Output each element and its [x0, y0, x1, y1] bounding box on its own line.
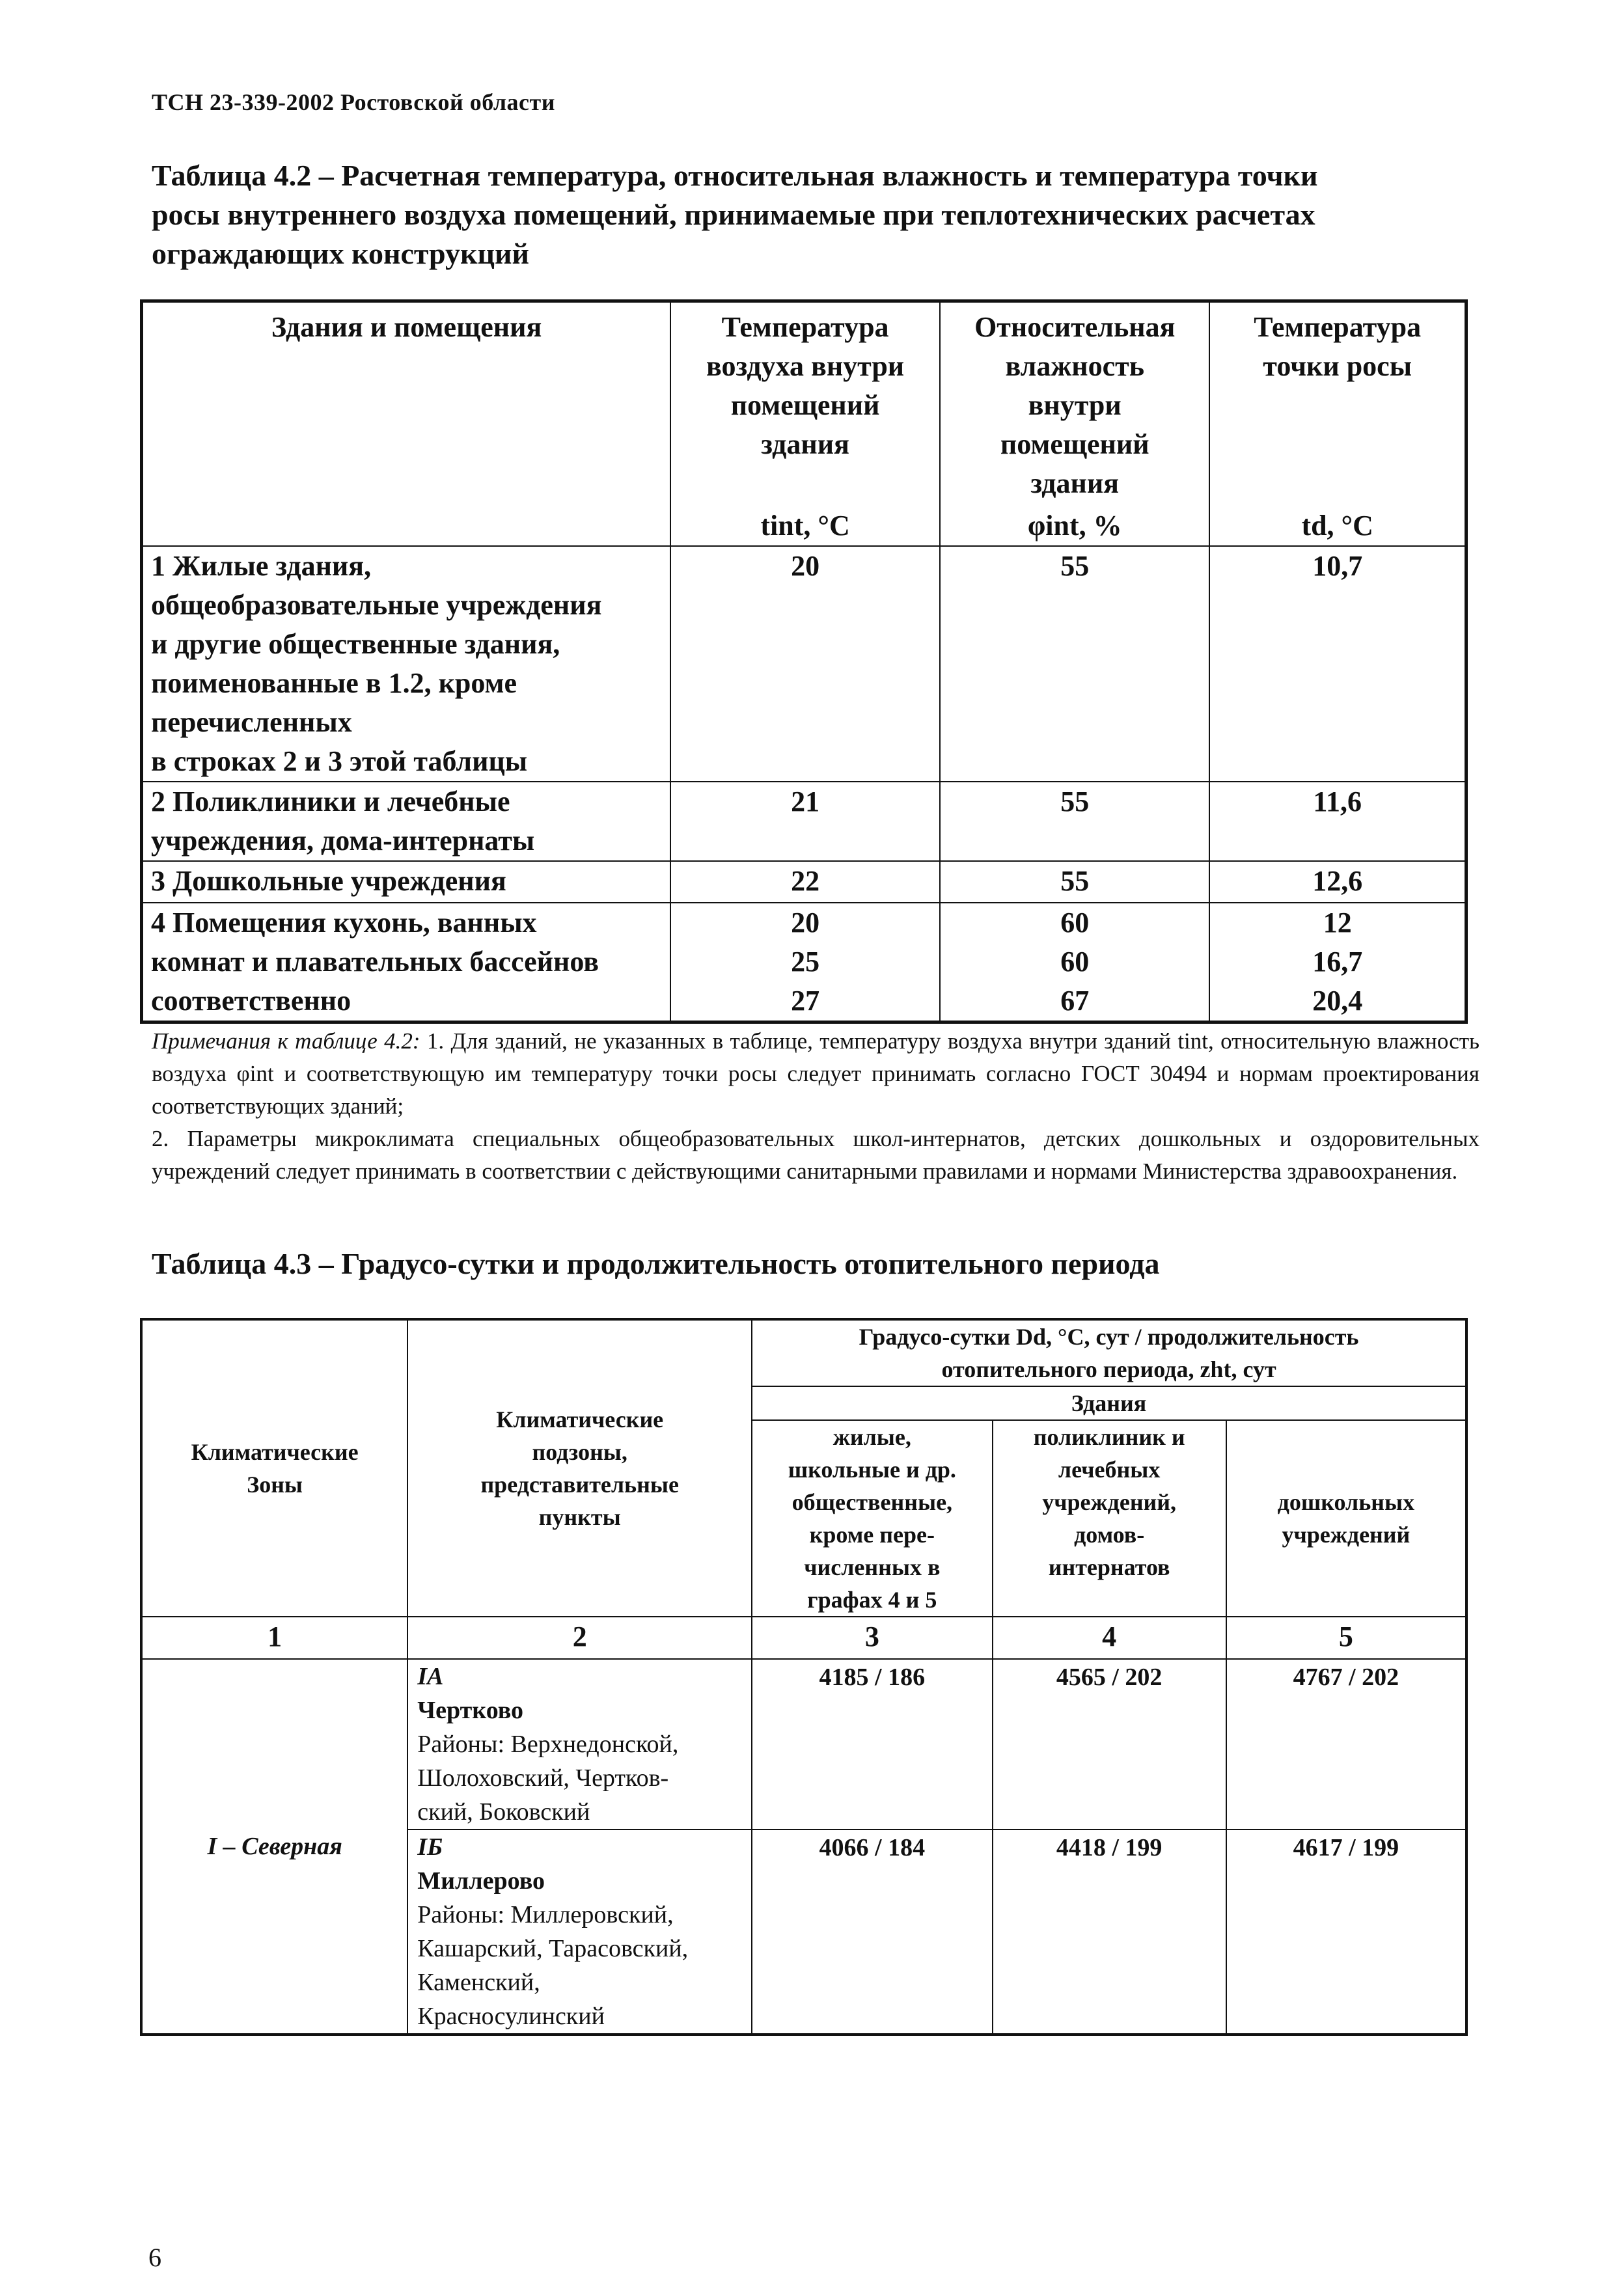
value: 55 [1060, 550, 1090, 582]
value: 20 [791, 907, 820, 939]
header-line: помещений [1000, 428, 1149, 460]
header-line: Температура [721, 311, 889, 343]
document-header: ТСН 23-339-2002 Ростовской области [152, 89, 555, 115]
column-header-degree-days [752, 1319, 1466, 1386]
header-line: Относительная [974, 311, 1176, 343]
header-line: школьные и др. [788, 1457, 956, 1483]
value-preschool: 4617 / 199 [1226, 1830, 1466, 2035]
header-line: домов- [1074, 1522, 1145, 1548]
header-line: воздуха внутри [706, 350, 905, 382]
note-1 [152, 1025, 1479, 1123]
row-name-line: в строках 2 и 3 этой таблицы [151, 745, 528, 777]
column-header-residential [752, 1420, 992, 1617]
table-4-2 [140, 299, 1468, 1024]
table-4-3-title: Таблица 4.3 – Градусо-сутки и продолжительность отопительного периода [152, 1247, 1160, 1280]
row-name [142, 782, 671, 861]
row-name-line: учреждения, дома-интернаты [151, 825, 535, 857]
header-line: Зоны [247, 1472, 303, 1498]
header-line: пункты [538, 1504, 621, 1530]
header-line: кроме пере- [809, 1522, 935, 1548]
column-header-subzones [407, 1319, 752, 1617]
subzone-cell [407, 1659, 752, 1830]
column-header-buildings [142, 301, 671, 547]
cell-temperature [670, 861, 940, 903]
note-1-text: 1. Для зданий, не указанных в таблице, температуру воздуха внутри зданий tint, относительную влажность воздуха φint и соответствующую им температуру точки росы следует принимать согласно ГОСТ 30494 и нормам проектирования соответствующих зданий; [152, 1028, 1479, 1119]
header-line: интернатов [1048, 1554, 1170, 1580]
value: 22 [791, 865, 820, 897]
row-name-line: перечисленных [151, 706, 352, 738]
column-header-buildings: Здания [752, 1386, 1466, 1420]
header-line: поликлиник и [1033, 1424, 1185, 1450]
title-line: Таблица 4.2 – Расчетная температура, относительная влажность и температура точки [152, 159, 1318, 192]
row-name [142, 546, 671, 782]
subzone-point: Миллерово [417, 1867, 545, 1895]
value: 67 [1060, 985, 1090, 1017]
value: 60 [1060, 946, 1090, 978]
note-2: 2. Параметры микроклимата специальных общеобразовательных школ-интернатов, детских дошкольных и оздоровительных учреждений следует принимать в соответствии с действующими санитарными правилами и нормами Министерства здравоохранения. [152, 1126, 1479, 1184]
table-header-row [141, 1319, 1466, 1386]
table-4-2-title [152, 156, 1479, 273]
title-line: ограждающих конструкций [152, 237, 530, 270]
column-header-preschool [1226, 1420, 1466, 1617]
column-number: 3 [752, 1617, 992, 1659]
table-header-row [142, 301, 1466, 547]
header-line: жилые, [833, 1424, 911, 1450]
cell-dew-point [1209, 903, 1466, 1022]
column-number: 2 [407, 1617, 752, 1659]
column-header-dew-point [1209, 301, 1466, 547]
header-line: учреждений, [1042, 1489, 1177, 1515]
row-name [142, 903, 671, 1022]
column-header-zones [141, 1319, 407, 1617]
value: 60 [1060, 907, 1090, 939]
value-clinics: 4418 / 199 [993, 1830, 1226, 2035]
column-unit: tint, °C [760, 510, 850, 541]
column-numbers-row [141, 1617, 1466, 1659]
cell-dew-point [1209, 546, 1466, 782]
column-header-humidity [940, 301, 1209, 547]
column-unit: td, °C [1301, 510, 1373, 541]
value: 20 [791, 550, 820, 582]
district-line: Красносулинский [417, 2003, 605, 2030]
cell-dew-point [1209, 782, 1466, 861]
subzone-title [417, 1830, 751, 1898]
column-number: 4 [993, 1617, 1226, 1659]
value-preschool: 4767 / 202 [1226, 1659, 1466, 1830]
header-line: Температура [1254, 311, 1422, 343]
column-unit: φint, % [1027, 510, 1122, 541]
header-line: дошкольных [1277, 1489, 1415, 1515]
district-line: Районы: Верхнедонской, [417, 1731, 679, 1758]
district-line: Кашарский, Тарасовский, [417, 1935, 689, 1962]
column-header-clinics [993, 1420, 1226, 1617]
value: 25 [791, 946, 820, 978]
value: 20,4 [1312, 985, 1363, 1017]
header-line: Климатические [191, 1439, 359, 1465]
row-name-line: соответственно [151, 985, 351, 1017]
subzone-code: IБ [417, 1833, 443, 1861]
cell-humidity [940, 782, 1209, 861]
table-row [141, 1659, 1466, 1830]
row-name-line: 1 Жилые здания, [151, 550, 372, 582]
table-4-2-notes [152, 1025, 1479, 1188]
row-name-line: поименованные в 1.2, кроме [151, 667, 517, 699]
header-line: подзоны, [532, 1439, 627, 1465]
district-line: Районы: Миллеровский, [417, 1901, 674, 1928]
value-residential: 4066 / 184 [752, 1830, 992, 2035]
value: 21 [791, 786, 820, 817]
row-name-line: комнат и плавательных бассейнов [151, 946, 599, 978]
value: 10,7 [1312, 550, 1363, 582]
header-line: здания [761, 428, 849, 460]
value: 55 [1060, 865, 1090, 897]
table-row [142, 546, 1466, 782]
value: 27 [791, 985, 820, 1017]
header-line: помещений [730, 389, 880, 421]
row-name-line: общеобразовательные учреждения [151, 589, 602, 621]
cell-temperature [670, 782, 940, 861]
header-line: численных в [804, 1554, 941, 1580]
subzone-code: IA [417, 1663, 444, 1690]
subzone-point: Чертково [417, 1697, 524, 1724]
table-row [142, 782, 1466, 861]
value-residential: 4185 / 186 [752, 1659, 992, 1830]
cell-humidity [940, 861, 1209, 903]
header-line: здания [1030, 467, 1120, 499]
column-number: 1 [141, 1617, 407, 1659]
climate-zone: I – Северная [141, 1659, 407, 2035]
header-line: Климатические [496, 1406, 664, 1432]
page-number: 6 [148, 2243, 161, 2272]
table-row [142, 903, 1466, 1022]
notes-label: Примечания к таблице 4.2: [152, 1028, 420, 1054]
value-clinics: 4565 / 202 [993, 1659, 1226, 1830]
cell-humidity [940, 546, 1209, 782]
header-line: Градусо-сутки Dd, °C, сут / продолжительность [859, 1324, 1359, 1350]
table-4-3 [140, 1318, 1468, 2036]
subzone-cell [407, 1830, 752, 2035]
row-name-line: 2 Поликлиники и лечебные [151, 786, 510, 817]
header-line: графах 4 и 5 [807, 1587, 937, 1613]
header-line: точки росы [1263, 350, 1412, 382]
district-line: Шолоховский, Чертков- [417, 1764, 669, 1792]
value: 12 [1323, 907, 1352, 939]
header-line: влажность [1005, 350, 1144, 382]
table-row [142, 861, 1466, 903]
cell-dew-point [1209, 861, 1466, 903]
column-number: 5 [1226, 1617, 1466, 1659]
column-header-temperature [670, 301, 940, 547]
header-line: лечебных [1058, 1457, 1161, 1483]
subzone-title [417, 1660, 751, 1727]
header-line: представительные [480, 1472, 679, 1498]
header-line: отопительного периода, zht, сут [941, 1356, 1276, 1382]
row-name [142, 861, 671, 903]
row-name-line: 4 Помещения кухонь, ванных [151, 907, 537, 939]
title-line: росы внутреннего воздуха помещений, принимаемые при теплотехнических расчетах [152, 198, 1315, 231]
district-line: Каменский, [417, 1969, 540, 1996]
header-line: учреждений [1282, 1522, 1411, 1548]
cell-temperature [670, 546, 940, 782]
cell-temperature [670, 903, 940, 1022]
header-line: общественные, [791, 1489, 953, 1515]
value: 12,6 [1312, 865, 1363, 897]
value: 55 [1060, 786, 1090, 817]
cell-humidity [940, 903, 1209, 1022]
header-line: внутри [1028, 389, 1122, 421]
district-line: ский, Боковский [417, 1798, 590, 1826]
header-line: Здания и помещения [271, 311, 542, 343]
value: 16,7 [1312, 946, 1363, 978]
row-name-line: и другие общественные здания, [151, 628, 560, 660]
row-name-line: 3 Дошкольные учреждения [151, 865, 506, 897]
value: 11,6 [1313, 786, 1362, 817]
